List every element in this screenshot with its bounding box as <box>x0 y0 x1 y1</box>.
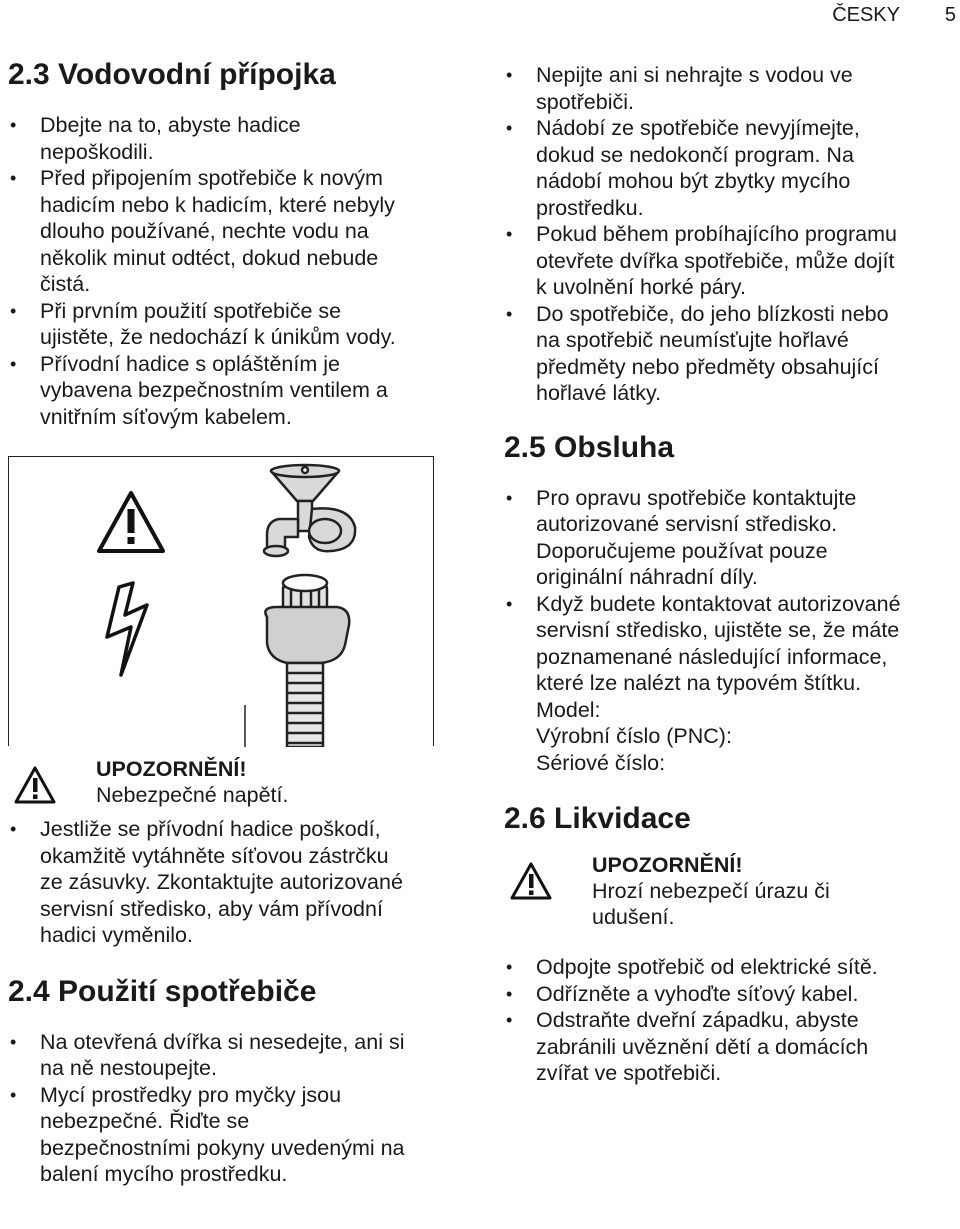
list-item: • Když budete kontaktovat autorizované servisní středisko, ujistěte se, že máte poznamenané následující informace, které lze nalézt na typovém štítku. <box>504 591 960 697</box>
bullet-list-2-6 <box>504 954 960 1087</box>
left-column <box>8 58 470 1188</box>
language-label: ČESKY <box>832 4 900 26</box>
list-item: • Nádobí ze spotřebiče nevyjímejte, dokud se nedokončí program. Na nádobí mohou být zbytky mycího prostředku. <box>504 115 960 221</box>
list-item: • Při prvním použití spotřebiče se ujistěte, že nedochází k únikům vody. <box>8 298 470 351</box>
right-column <box>504 62 960 1087</box>
list-item: • Nepijte ani si nehrajte s vodou ve spotřebiči. <box>504 62 960 115</box>
list-item: • Před připojením spotřebiče k novým hadicím nebo k hadicím, které nebyly dlouho používané, nechte vodu na několik minut odtéct, dokud nebude čistá. <box>8 165 470 298</box>
info-line-model: Model: <box>536 697 601 722</box>
page-number: 5 <box>944 4 956 26</box>
bullet-list-after-warning <box>8 816 470 949</box>
warning-text-line: udušení. <box>592 905 675 929</box>
list-item: • Odřízněte a vyhoďte síťový kabel. <box>504 981 960 1008</box>
list-item: • Dbejte na to, abyste hadice nepoškodili. <box>8 112 470 165</box>
warning-triangle-icon <box>14 766 56 804</box>
list-item: • Přívodní hadice s opláštěním je vybavena bezpečnostním ventilem a vnitřním síťovým kabelem. <box>8 351 470 431</box>
list-item: • Odpojte spotřebič od elektrické sítě. <box>504 954 960 981</box>
bullet-list-2-5 <box>504 485 960 697</box>
section-title-2-5: 2.5 Obsluha <box>504 430 675 464</box>
list-item: • Pokud během probíhajícího programu otevřete dvířka spotřebiče, může dojít k uvolnění horké páry. <box>504 221 960 301</box>
lightning-bolt-icon <box>107 583 147 675</box>
section-title-2-3: 2.3 Vodovodní přípojka <box>8 58 336 91</box>
water-hose-icon <box>265 575 349 747</box>
page-header <box>0 4 960 28</box>
warning-triangle-icon <box>99 493 163 551</box>
warning-text-line: Hrozí nebezpečí úrazu či <box>592 879 830 903</box>
warning-triangle-icon <box>510 862 552 900</box>
bullet-list-2-4-continued <box>504 62 960 407</box>
warning-box-voltage <box>8 756 470 808</box>
list-item: • Odstraňte dveřní západku, abyste zabránili uvěznění dětí a domácích zvířat ve spotřebiči. <box>504 1007 960 1087</box>
hose-illustration <box>8 456 434 746</box>
section-title-2-6: 2.6 Likvidace <box>504 802 691 835</box>
warning-title: UPOZORNĚNÍ! <box>592 853 743 877</box>
section-title-2-4: 2.4 Použití spotřebiče <box>8 974 317 1008</box>
water-tap-icon <box>264 465 355 556</box>
warning-text: Nebezpečné napětí. <box>96 783 289 807</box>
info-line-serial: Sériové číslo: <box>536 750 666 775</box>
bullet-list-2-3 <box>8 112 470 430</box>
list-item: • Pro opravu spotřebiče kontaktujte autorizované servisní středisko. Doporučujeme používat pouze originální náhradní díly. <box>504 485 960 591</box>
list-item: • Mycí prostředky pro myčky jsou nebezpečné. Řiďte se bezpečnostními pokyny uvedenými na balení mycího prostředku. <box>8 1082 470 1188</box>
list-item: • Jestliže se přívodní hadice poškodí, okamžitě vytáhněte síťovou zástrčku ze zásuvky. Zkontaktujte autorizované servisní středisko, aby vám přívodní hadici vyměnilo. <box>8 816 470 949</box>
bullet-list-2-4 <box>8 1029 470 1188</box>
hose-diagram-svg <box>9 457 435 747</box>
warning-title: UPOZORNĚNÍ! <box>96 757 247 781</box>
type-plate-info <box>504 697 960 777</box>
info-line-pnc: Výrobní číslo (PNC): <box>536 724 732 748</box>
warning-box-suffocation <box>504 852 960 930</box>
list-item: • Do spotřebiče, do jeho blízkosti nebo na spotřebič neumísťujte hořlavé předměty nebo předměty obsahující hořlavé látky. <box>504 301 960 407</box>
list-item: • Na otevřená dvířka si nesedejte, ani si na ně nestoupejte. <box>8 1029 470 1082</box>
